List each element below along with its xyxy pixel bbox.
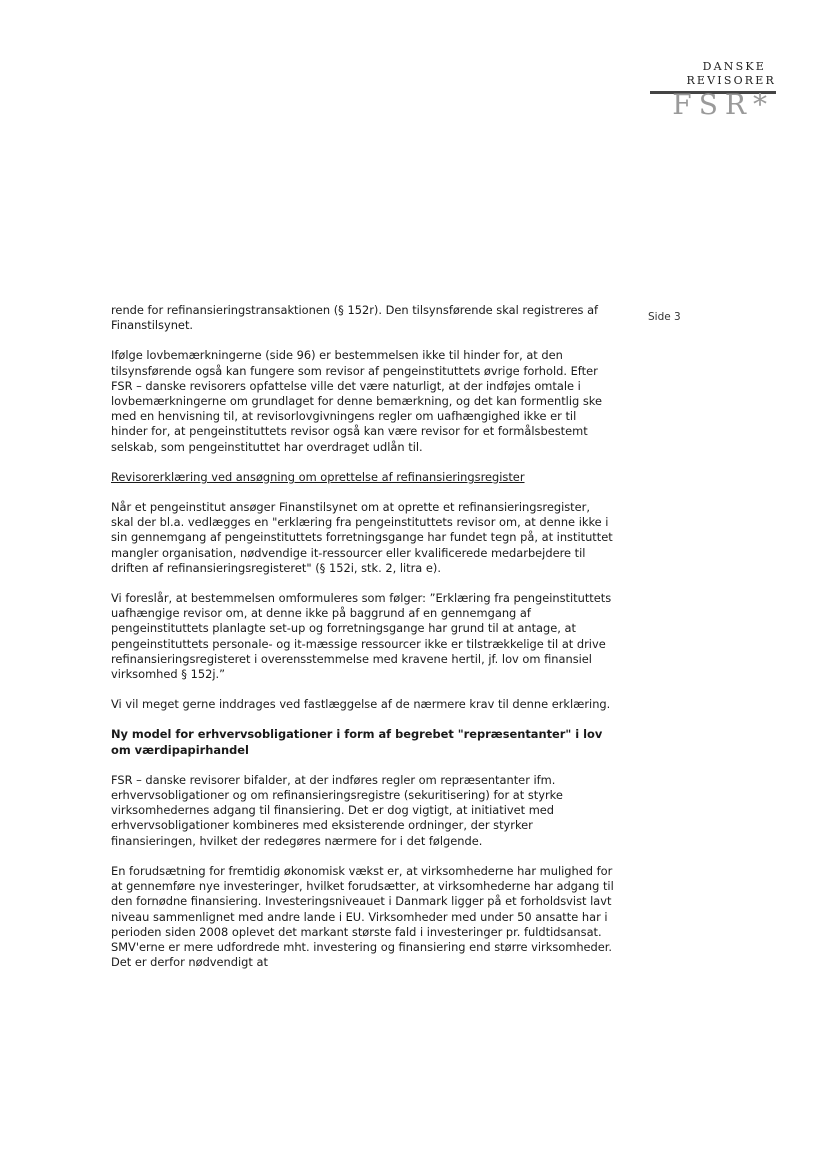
paragraph-bifalder: FSR – danske revisorer bifalder, at der indføres regler om repræsentanter ifm. erhvervsobligationer og om refinansieringsregistre (sekuritisering) for at styrke virksomhedernes adgang til finansiering. Det er dog vigtigt, at initiativet med erhvervsobligationer kombineres med eksisterende ordninger, der styrker finansieringen, hvilket der redegøres nærmere for i det følgende.	[111, 772, 563, 848]
logo-text-danske: DANSKE	[702, 60, 766, 73]
logo-text-revisorer: REVISORER	[686, 74, 776, 87]
section-heading-revisorerklaering: Revisorerklæring ved ansøgning om oprettelse af refinansieringsregister	[111, 469, 525, 484]
page-number: Side 3	[648, 311, 681, 323]
paragraph-forudsaetning: En forudsætning for fremtidig økonomisk vækst er, at virksomhederne har mulighed for at gennemføre nye investeringer, hvilket forudsætter, at virksomhederne har adgang til den fornødne finansiering. Investeringsniveauet i Danmark ligger på et forholdsvist lavt niveau sammenlignet med andre lande i EU. Virksomheder med under 50 ansatte har i perioden siden 2008 oplevet det markant største fald i investeringer pr. fuldtidsansat. SMV'erne er mere udfordrede mht. investering og finansiering end større virksomheder. Det er derfor nødvendigt at	[111, 863, 614, 970]
paragraph-continuation: rende for refinansieringstransaktionen (§ 152r). Den tilsynsførende skal registreres af Finanstilsynet.	[111, 303, 599, 333]
fsr-logo	[640, 58, 776, 120]
paragraph-ansoegning: Når et pengeinstitut ansøger Finanstilsynet om at oprette et refinansieringsregister, skal der bl.a. vedlægges en "erklæring fra pengeinstituttets revisor om, at denne ikke i sin gennemgang af pengeinstituttets forretningsgange har fundet tegn på, at instituttet mangler organisation, nødvendige it-ressourcer eller kvalificerede medarbejdere til driften af refinansieringsregisteret" (§ 152i, stk. 2, litra e).	[111, 500, 613, 575]
paragraph-lovbemaerkninger: Ifølge lovbemærkningerne (side 96) er bestemmelsen ikke til hinder for, at den tilsynsførende også kan fungere som revisor af pengeinstituttets øvrige forhold. Efter FSR – danske revisorers opfattelse ville det være naturligt, at der indføjes omtale i lovbemærkningerne om grundlaget for denne bemærkning, og det kan formentlig ske med en henvisning til, at revisorlovgivningens regler om uafhængighed ikke er til hinder for, at pengeinstituttets revisor også kan være revisor for et formålsbestemt selskab, som pengeinstituttet har overdraget udlån til.	[111, 348, 602, 454]
paragraph-inddrages: Vi vil meget gerne inddrages ved fastlæggelse af de nærmere krav til denne erklæring.	[111, 697, 611, 712]
paragraph-forslag: Vi foreslår, at bestemmelsen omformuleres som følger: ”Erklæring fra pengeinstituttets uafhængige revisor om, at denne ikke på baggrund af en gennemgang af pengeinstituttets planlagte set-up og forretningsgange har grund til at antage, at pengeinstituttets personale- og it-mæssige ressourcer ikke er tilstrækkelige til at drive refinansieringsregisteret i overensstemmelse med kravene hertil, jf. lov om finansiel virksomhed § 152j.”	[111, 591, 612, 682]
logo-mark-fsr: FSR*	[672, 88, 774, 121]
section-heading-erhvervsobligationer: Ny model for erhvervsobligationer i form af begrebet "repræsentanter" i lov om værdipapirhandel	[111, 727, 603, 757]
document-body	[111, 303, 614, 985]
